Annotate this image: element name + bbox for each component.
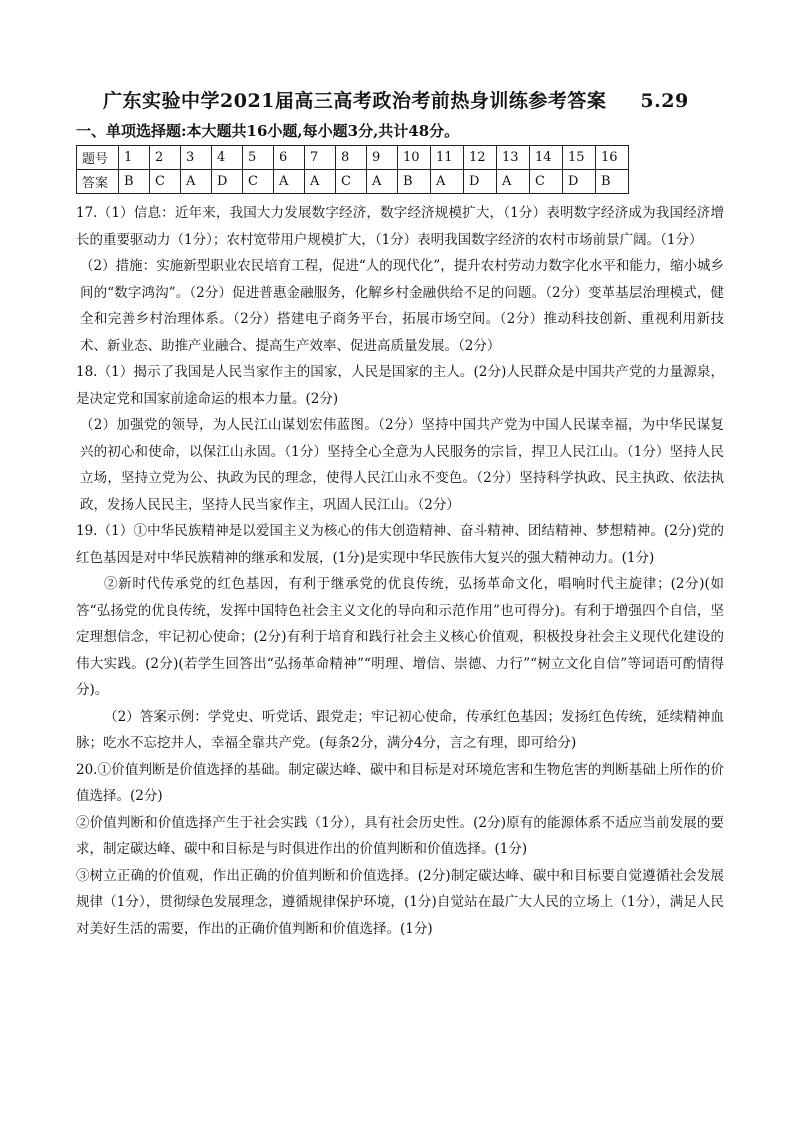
table-cell: C <box>530 170 563 194</box>
table-cell: 3 <box>181 146 212 170</box>
answer-paragraph-19-2: （2）答案示例：学党史、听党话、跟党走；牢记初心使命，传承红色基因；发扬红色传统，延续精神血脉；吃水不忘挖井人，幸福全靠共产党。(每条2分，满分4分，言之有理，即可给分) <box>76 708 724 751</box>
title-text: 广东实验中学2021届高三高考政治考前热身训练参考答案 <box>103 90 607 112</box>
answer-paragraph-18-1: 18.（1）揭示了我国是人民当家作主的国家，人民是国家的主人。(2分)人民群众是中国共产党的力量源泉，是决定党和国家前途命运的根本力量。(2分) <box>76 364 724 407</box>
page-title <box>103 86 723 113</box>
table-cell: 4 <box>212 146 243 170</box>
answer-paragraph-19-1: 19.（1）①中华民族精神是以爱国主义为核心的伟大创造精神、奋斗精神、团结精神、梦想精神。(2分)党的红色基因是对中华民族精神的继承和发展，(1分)是实现中华民族伟大复兴的强大精神动力。(1分) <box>76 523 724 566</box>
table-cell: D <box>212 170 243 194</box>
answer-paragraph-17-1: 17.（1）信息：近年来，我国大力发展数字经济，数字经济规模扩大，（1分）表明数字经济成为我国经济增长的重要驱动力（1分）；农村宽带用户规模扩大，（1分）表明我国数字经济的农村市场前景广阔。（1分） <box>76 205 724 248</box>
table-cell: 8 <box>336 146 367 170</box>
table-cell: 5 <box>243 146 274 170</box>
table-cell: A <box>274 170 305 194</box>
table-cell: 16 <box>596 146 629 170</box>
answer-paragraph-18-2: （2）加强党的领导，为人民江山谋划宏伟蓝图。（2分）坚持中国共产党为中国人民谋幸福，为中华民谋复兴的初心和使命，以保江山永固。（1分）坚持全心全意为人民服务的宗旨，捍卫人民江山。（1分）坚持人民立场，坚持立党为公、执政为民的理念，使得人民江山永不变色。（2分）坚持科学执政、民主执政、依法执政，发扬人民民主，坚持人民当家作主，巩固人民江山。（2分） <box>80 417 724 513</box>
table-cell: A <box>367 170 398 194</box>
table-cell: 14 <box>530 146 563 170</box>
table-cell: C <box>336 170 367 194</box>
row-label-answer: 答案 <box>77 170 119 194</box>
table-cell: B <box>596 170 629 194</box>
section-heading: 一、单项选择题:本大题共16小题,每小题3分,共计48分。 <box>76 122 460 140</box>
row-label-number: 题号 <box>77 146 119 170</box>
answer-paragraph-17-2: （2）措施：实施新型职业农民培育工程，促进“人的现代化”，提升农村劳动力数字化水平和能力，缩小城乡间的“数字鸿沟”。（2分）促进普惠金融服务，化解乡村金融供给不足的问题。（2分）变革基层治理模式，健全和完善乡村治理体系。（2分）搭建电子商务平台，拓展市场空间。（2分）推动科技创新、重视利用新技术、新业态、助推产业融合、提高生产效率、促进高质量发展。（2分） <box>80 258 724 354</box>
table-cell: 6 <box>274 146 305 170</box>
title-date: 5.29 <box>640 90 689 112</box>
table-cell: B <box>398 170 431 194</box>
table-row-answers <box>77 170 629 194</box>
answer-paragraph-19-1b: ②新时代传承党的红色基因，有利于继承党的优良传统，弘扬革命文化，唱响时代主旋律；(2分)(如答“弘扬党的优良传统，发挥中国特色社会主义文化的导向和示范作用”也可得分)。有利于增强四个自信，坚定理想信念，牢记初心使命；(2分)有利于培育和践行社会主义核心价值观，积极投身社会主义现代化建设的伟大实践。(2分)(若学生回答出“弘扬革命精神”“明理、增信、崇德、力行”“树立文化自信”等词语可酌情得分)。 <box>76 576 724 698</box>
table-cell: A <box>305 170 336 194</box>
answer-paragraph-20-2: ②价值判断和价值选择产生于社会实践（1分），具有社会历史性。(2分)原有的能源体系不适应当前发展的要求，制定碳达峰、碳中和目标是与时俱进作出的价值判断和价值选择。(1分) <box>76 814 724 857</box>
table-cell: 10 <box>398 146 431 170</box>
table-cell: A <box>431 170 464 194</box>
answer-table <box>76 145 629 194</box>
table-row-numbers <box>77 146 629 170</box>
table-cell: 11 <box>431 146 464 170</box>
table-cell: 2 <box>150 146 181 170</box>
table-cell: 12 <box>464 146 497 170</box>
table-cell: C <box>243 170 274 194</box>
answer-paragraph-20-1: 20.①价值判断是价值选择的基础。制定碳达峰、碳中和目标是对环境危害和生物危害的判断基础上所作的价值选择。(2分) <box>76 761 724 804</box>
table-cell: 1 <box>119 146 150 170</box>
table-cell: 13 <box>497 146 530 170</box>
table-cell: D <box>563 170 596 194</box>
table-cell: D <box>464 170 497 194</box>
table-cell: 9 <box>367 146 398 170</box>
table-cell: B <box>119 170 150 194</box>
table-cell: C <box>150 170 181 194</box>
answer-paragraph-20-3: ③树立正确的价值观，作出正确的价值判断和价值选择。(2分)制定碳达峰、碳中和目标要自觉遵循社会发展规律（1分），贯彻绿色发展理念，遵循规律保护环境，(1分)自觉站在最广大人民的立场上（1分），满足人民对美好生活的需要，作出的正确价值判断和价值选择。(1分) <box>76 867 724 937</box>
answer-body <box>76 200 724 942</box>
table-cell: A <box>497 170 530 194</box>
table-cell: 15 <box>563 146 596 170</box>
table-cell: A <box>181 170 212 194</box>
table-cell: 7 <box>305 146 336 170</box>
